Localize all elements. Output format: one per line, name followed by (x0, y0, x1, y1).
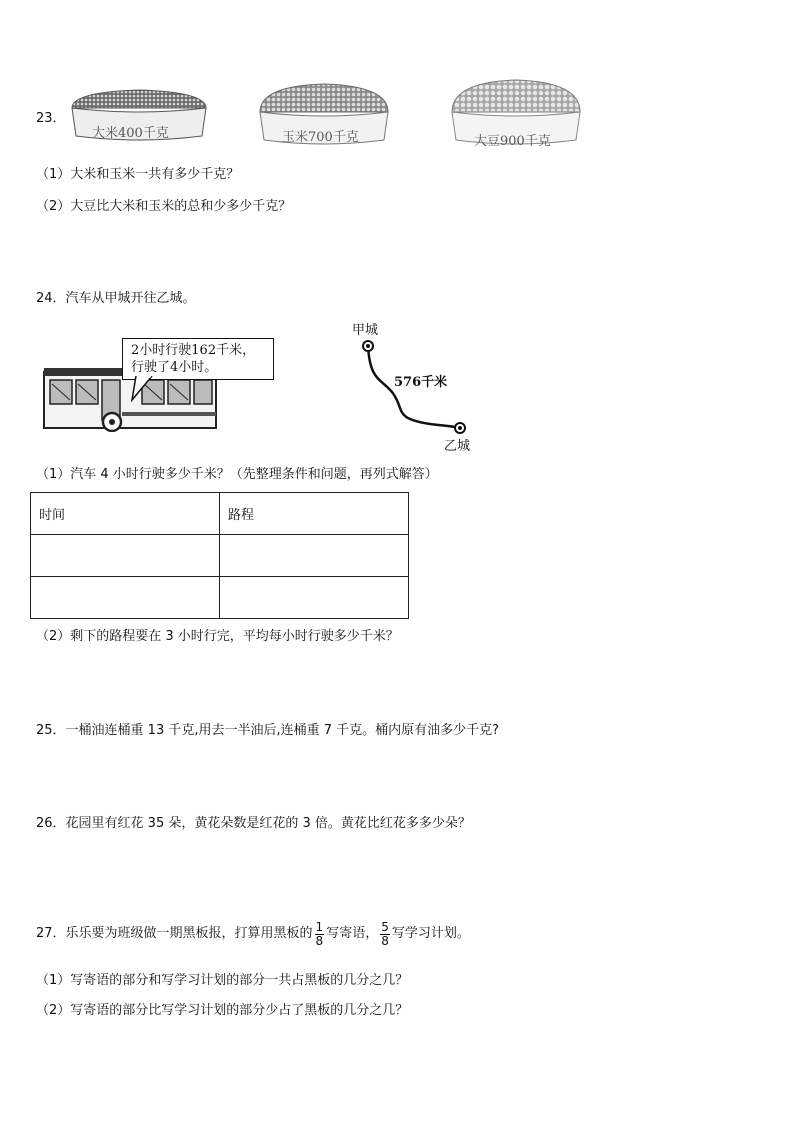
stem-part-b: 写寄语， (326, 926, 379, 941)
map-start-label: 甲城 (352, 323, 379, 338)
speech-bubble (122, 338, 274, 380)
fraction-denominator: 8 (381, 933, 389, 948)
table-cell[interactable] (220, 577, 409, 619)
table-header-time: 时间 (31, 493, 220, 535)
fraction-denominator: 8 (315, 933, 324, 948)
fraction-numerator: 1 (315, 919, 324, 934)
sub-question-1: （1）大米和玉米一共有多少千克？ (36, 167, 240, 182)
table-row (31, 577, 409, 619)
table-cell[interactable] (31, 535, 220, 577)
bowl-label: 大豆900千克 (474, 134, 551, 149)
fraction-numerator: 5 (381, 919, 389, 934)
sub-question-1: （1）汽车 4 小时行驶多少千米？（先整理条件和问题，再列式解答） (36, 467, 438, 482)
stem-part-c: 写学习计划。 (391, 926, 470, 941)
speech-bubble-tail (130, 376, 160, 406)
table-header-distance: 路程 (220, 493, 409, 535)
question-25: 25．一桶油连桶重 13 千克,用去一半油后,连桶重 7 千克。桶内原有油多少千克? (36, 723, 500, 738)
bubble-text-line1: 2小时行驶162千米， (131, 343, 256, 358)
question-stem: 24．汽车从甲城开往乙城。 (36, 291, 196, 306)
stem-part-a: 27．乐乐要为班级做一期黑板报，打算用黑板的 (36, 926, 313, 941)
bowl-label: 玉米700千克 (282, 130, 359, 145)
sub-question-2: （2）剩下的路程要在 3 小时行完，平均每小时行驶多少千米？ (36, 629, 399, 644)
sub-question-2: （2）大豆比大米和玉米的总和少多少千克？ (36, 199, 292, 214)
sub-question-2: （2）写寄语的部分比写学习计划的部分少占了黑板的几分之几？ (36, 1003, 409, 1018)
question-26: 26．花园里有红花 35 朵，黄花朵数是红花的 3 倍。黄花比红花多多少朵？ (36, 816, 471, 831)
condition-table (30, 492, 409, 619)
table-cell[interactable] (220, 535, 409, 577)
bowl-label: 大米400千克 (92, 126, 169, 141)
question-27-stem (36, 914, 470, 954)
map-distance-label: 576千米 (394, 375, 448, 390)
map-end-label: 乙城 (444, 439, 471, 454)
fraction-one-eighth (315, 921, 325, 948)
sub-question-1: （1）写寄语的部分和写学习计划的部分一共占黑板的几分之几？ (36, 973, 409, 988)
table-header-row (31, 493, 409, 535)
question-number: 23． (36, 111, 66, 126)
table-row (31, 535, 409, 577)
fraction-five-eighths (380, 921, 390, 948)
bubble-text-line2: 行驶了4小时。 (131, 360, 218, 375)
table-cell[interactable] (31, 577, 220, 619)
